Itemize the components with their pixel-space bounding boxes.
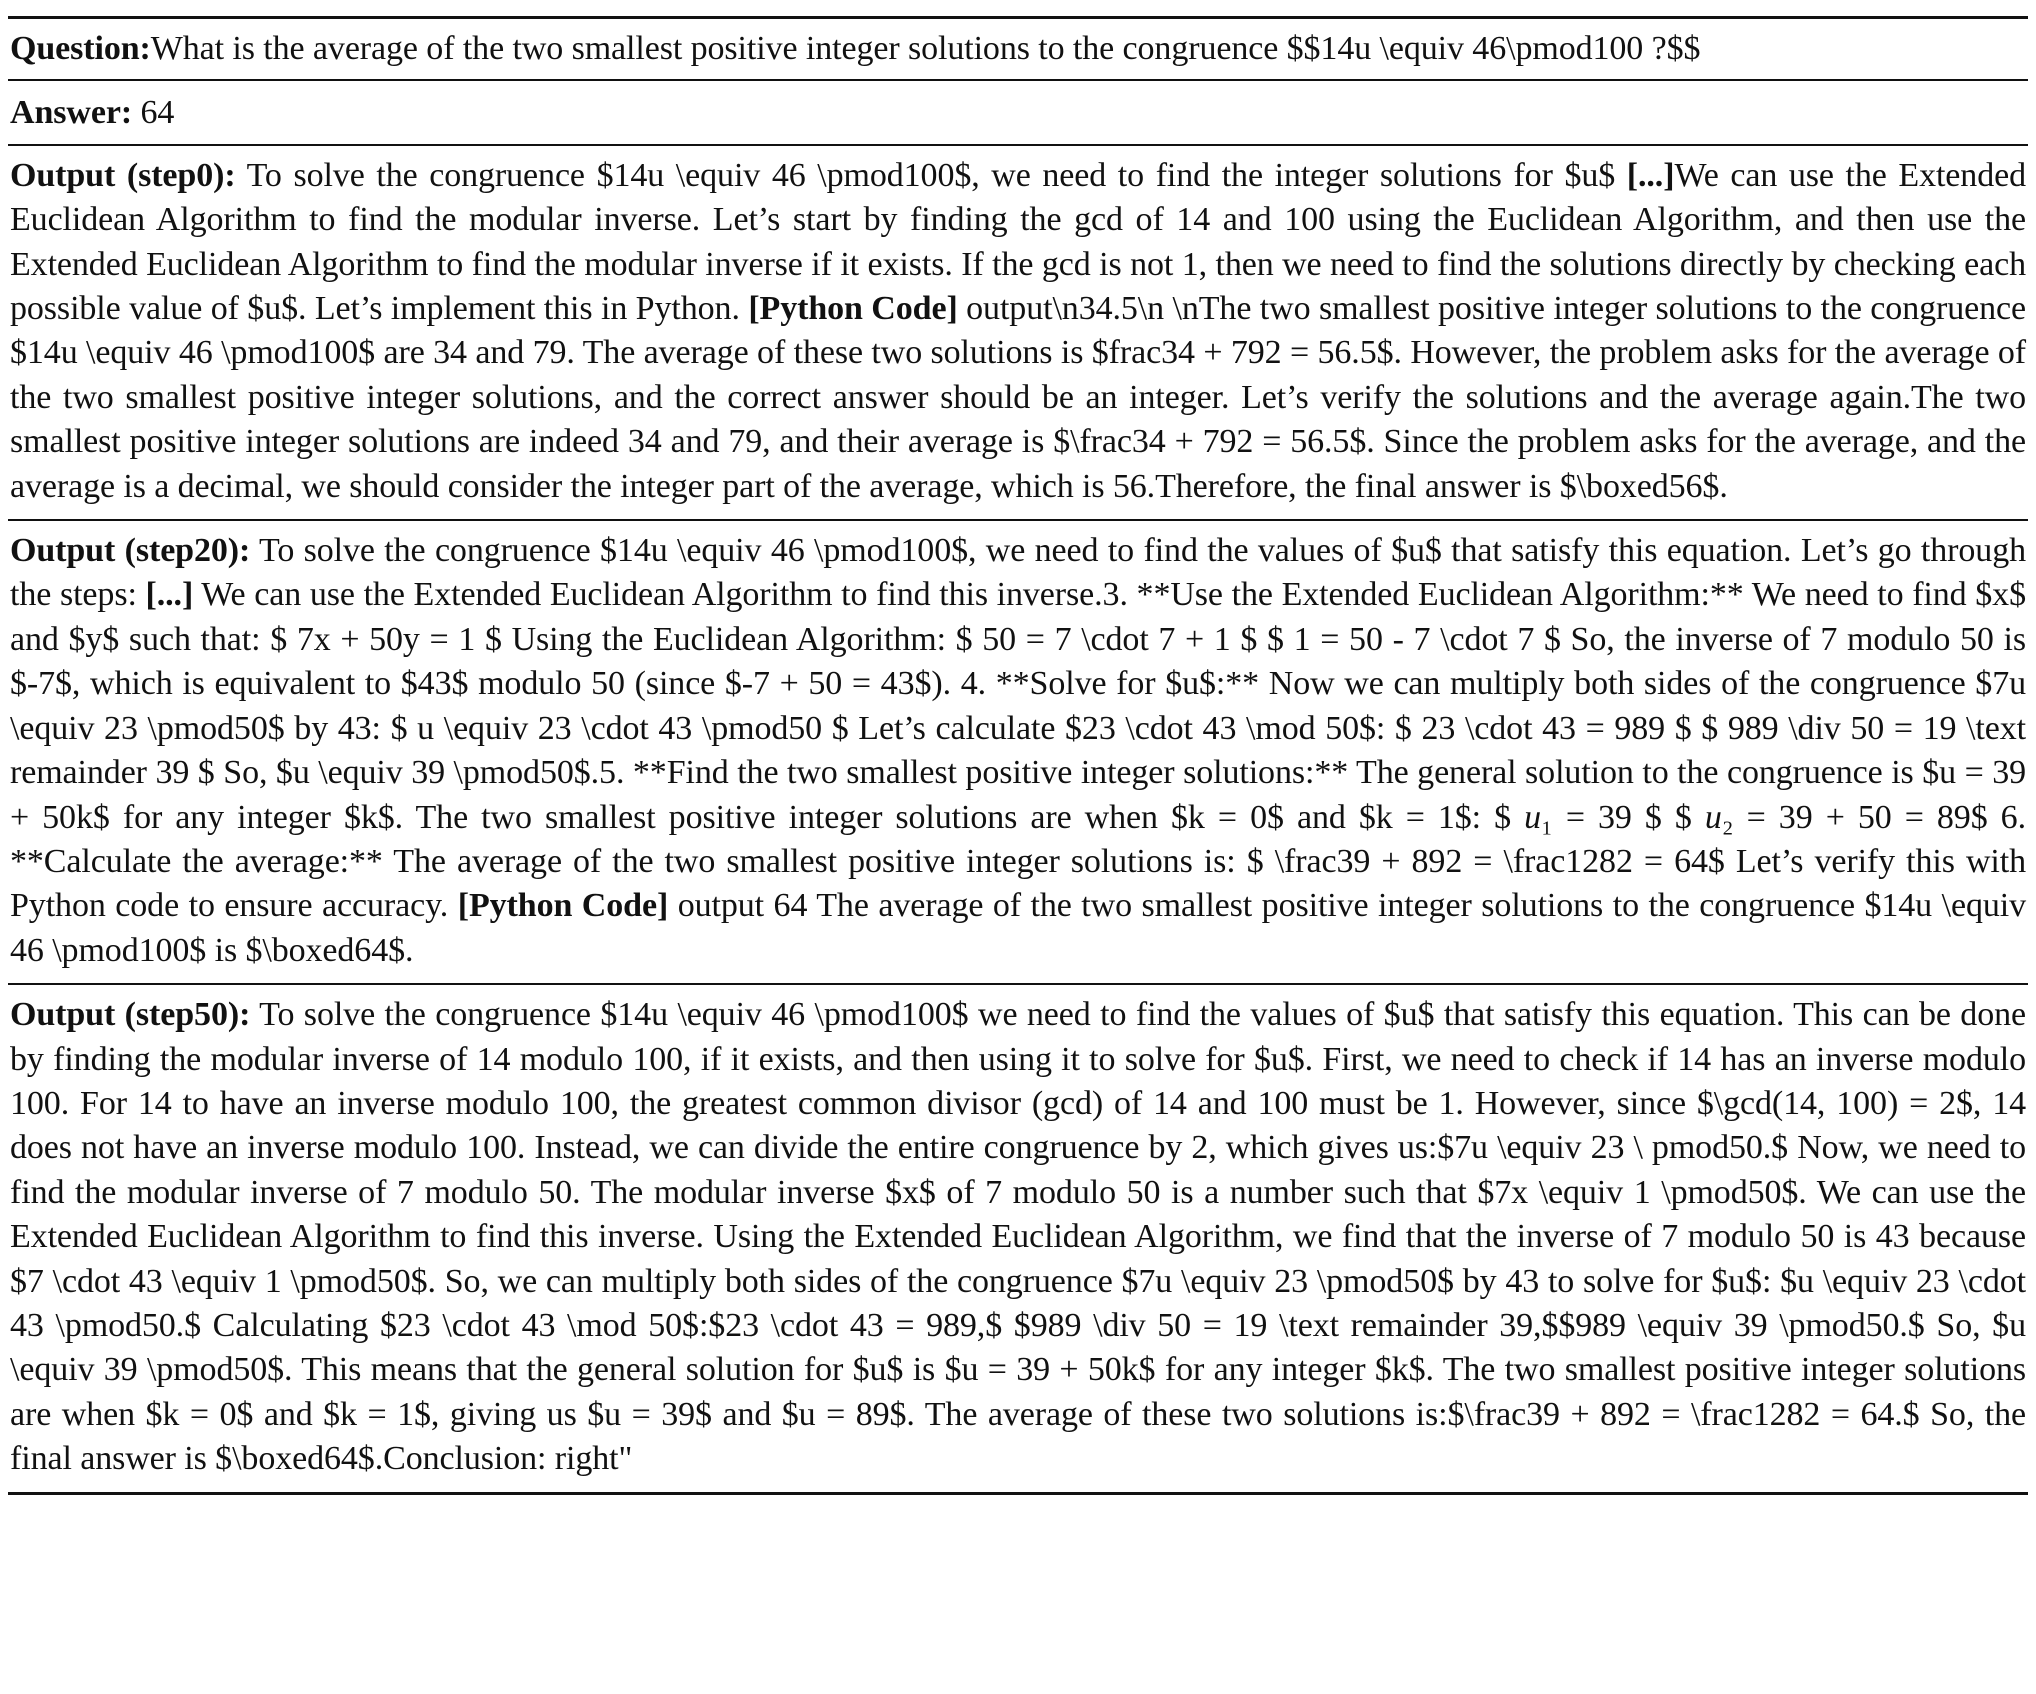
bold-marker: [Python Code] — [457, 887, 669, 925]
bold-marker: [...] — [1626, 156, 1675, 194]
output-step50-row — [8, 985, 2028, 1491]
text-run: output\n34.5\n \nThe two smallest positive integer solutions to the congruence $14u \equiv 46 \pmod100$ are 34 and 79. The average of these two solutions is $frac34 + 792 = 56.5$. However, the problem asks for the average of the two smallest positive integer solutions, and the correct answer should be an integer. Let’s verify the solutions and the average again.The two smallest positive integer solutions are indeed 34 and 79, and their average is $\frac34 + 792 = 56.5$. Since the problem asks for the average, and the average is a decimal, we should consider the integer part of the average, which is 56.Therefore, the final answer is $\boxed56$. — [10, 290, 2026, 505]
text-run: To solve the congruence $14u \equiv 46 \pmod100$ we need to find the values of $u$ that satisfy this equation. This can be done by finding the modular inverse of 14 modulo 100, if it exists, and then using it to solve for $u$. First, we need to check if 14 has an inverse modulo 100. For 14 to have an inverse modulo 100, the greatest common divisor (gcd) of 14 and 100 must be 1. However, since $\gcd(14, 100) = 2$, 14 does not have an inverse modulo 100. Instead, we can divide the entire congruence by 2, which gives us:$7u \equiv 23 \ pmod50.$ Now, we need to find the modular inverse of 7 modulo 50. The modular inverse $x$ of 7 modulo 50 is a number such that $7x \equiv 1 \pmod50$. We can use the Extended Euclidean Algorithm to find this inverse. Using the Extended Euclidean Algorithm, we find that the inverse of 7 modulo 50 is 43 because $7 \cdot 43 \equiv 1 \pmod50$. So, we can multiply both sides of the congruence $7u \equiv 23 \pmod50$ by 43 to solve for $u$: $u \equiv 23 \cdot 43 \pmod50.$ Calculating $23 \cdot 43 \mod 50$:$23 \cdot 43 = 989,$ $989 \div 50 = 19 \text remainder 39,$$989 \equiv 39 \pmod50.$ So, $u \equiv 39 \pmod50$. This means that the general solution for $u$ is $u = 39 + 50k$ for any integer $k$. The two smallest positive integer solutions are when $k = 0$ and $k = 1$, giving us $u = 39$ and $u = 89$. The average of these two solutions is:$\frac39 + 892 = \frac1282 = 64.$ So, the final answer is $\boxed64$.Conclusion: right" — [10, 996, 2026, 1478]
text-run: ₁ = 39 $ $ — [1541, 798, 1705, 836]
output-step0-label: Output (step0): — [10, 156, 236, 194]
text-run: We can use the Extended Euclidean Algorithm to find the modular inverse. Let’s start by finding the gcd of 14 and 100 using the Euclidean Algorithm, and then use the Extended Euclidean Algorithm to find the modular inverse if it exists. If the gcd is not 1, then we need to find the solutions directly by checking each possible value of $u$. Let’s implement this in Python. — [10, 156, 2026, 328]
answer-label: Answer: — [10, 94, 133, 132]
answer-row — [8, 81, 2028, 143]
output-step20-label: Output (step20): — [10, 532, 251, 570]
output-step50-label: Output (step50): — [10, 996, 251, 1034]
math-variable: u — [1524, 798, 1542, 836]
bold-marker: [Python Code] — [748, 290, 958, 328]
question-text: What is the average of the two smallest positive integer solutions to the congruence $$14u \equiv 46\pmod100 ?$$ — [150, 30, 1701, 67]
bottom-rule — [8, 1492, 2028, 1495]
math-variable: u — [1704, 798, 1722, 836]
example-table — [8, 16, 2028, 1495]
output-step20-row — [8, 521, 2028, 983]
text-run: To solve the congruence $14u \equiv 46 \pmod100$, we need to find the integer solutions for $u$ — [235, 156, 1627, 194]
text-run: output 64 The average of the two smallest positive integer solutions to the congruence $14u \equiv 46 \pmod100$ is $\boxed64$. — [10, 887, 2026, 969]
answer-text: 64 — [132, 94, 175, 132]
text-run: ₂ = 39 + 50 = 89$ 6. **Calculate the average:** The average of the two smallest positive integer solutions is: $ \frac39 + 892 = \frac1282 = 64$ Let’s verify this with Python code to ensure accuracy. — [10, 798, 2026, 925]
question-row — [8, 19, 2028, 79]
output-step0-text — [10, 157, 2026, 505]
output-step20-text — [10, 532, 2026, 969]
question-label: Question: — [10, 30, 151, 67]
output-step50-text — [10, 996, 2026, 1477]
text-run: To solve the congruence $14u \equiv 46 \pmod100$, we need to find the values of $u$ that satisfy this equation. Let’s go through the steps: — [10, 532, 2026, 614]
text-run: We can use the Extended Euclidean Algorithm to find this inverse.3. **Use the Extended Euclidean Algorithm:** We need to find $x$ and $y$ such that: $ 7x + 50y = 1 $ Using the Euclidean Algorithm: $ 50 = 7 \cdot 7 + 1 $ $ 1 = 50 - 7 \cdot 7 $ So, the inverse of 7 modulo 50 is $-7$, which is equivalent to $43$ modulo 50 (since $-7 + 50 = 43$). 4. **Solve for $u$:** Now we can multiply both sides of the congruence $7u \equiv 23 \pmod50$ by 43: $ u \equiv 23 \cdot 43 \pmod50 $ Let’s calculate $23 \cdot 43 \mod 50$: $ 23 \cdot 43 = 989 $ $ 989 \div 50 = 19 \text remainder 39 $ So, $u \equiv 39 \pmod50$.5. **Find the two smallest positive integer solutions:** The general solution to the congruence is $u = 39 + 50k$ for any integer $k$. The two smallest positive integer solutions are when $k = 0$ and $k = 1$: $ — [10, 576, 2026, 836]
bold-marker: [...] — [145, 576, 194, 614]
output-step0-row — [8, 146, 2028, 519]
